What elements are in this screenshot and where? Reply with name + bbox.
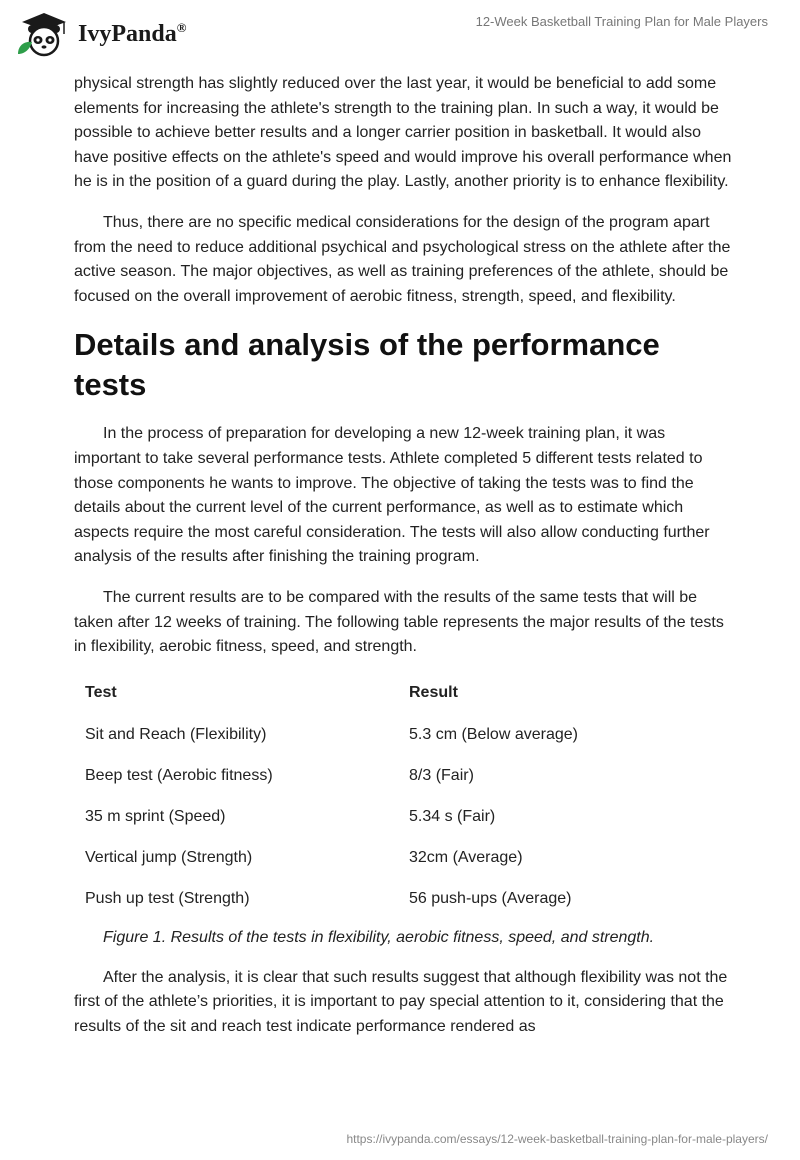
brand-name: IvyPanda® xyxy=(78,20,187,47)
table-row xyxy=(74,838,734,879)
result-cell: 5.3 cm (Below average) xyxy=(409,726,578,744)
header-test: Test xyxy=(85,683,117,701)
figure-caption: Figure 1. Results of the tests in flexibility, aerobic fitness, speed, and strength. xyxy=(103,928,655,946)
test-cell: 35 m sprint (Speed) xyxy=(85,808,226,826)
paragraph-1: physical strength has slightly reduced over the last year, it would be beneficial to add some elements for increasing the athlete's strength to the training plan. In such a way, it would be possible to achieve better results and a longer carrier position in basketball. It would also have positive effects on the athlete's speed and would improve his overall performance when he is in the position of a guard during the play. Lastly, another priority is to enhance flexibility. xyxy=(74,75,732,191)
article-body xyxy=(74,72,734,1055)
test-cell: Push up test (Strength) xyxy=(85,890,250,908)
result-cell: 56 push-ups (Average) xyxy=(409,890,572,908)
panda-graduate-icon xyxy=(14,8,74,58)
document-title: 12-Week Basketball Training Plan for Male Players xyxy=(475,14,768,29)
table-row xyxy=(74,756,734,797)
section-heading: Details and analysis of the performance tests xyxy=(74,327,660,403)
test-cell: Vertical jump (Strength) xyxy=(85,849,253,867)
result-cell: 5.34 s (Fair) xyxy=(409,808,496,826)
test-cell: Sit and Reach (Flexibility) xyxy=(85,726,267,744)
paragraph-2: Thus, there are no specific medical considerations for the design of the program apart from the need to reduce additional psychical and psychological stress on the athlete after the active season. The major objectives, as well as training preferences of the athlete, should be focused on the overall improvement of aerobic fitness, strength, speed, and flexibility. xyxy=(74,213,731,305)
result-cell: 32cm (Average) xyxy=(409,849,523,867)
paragraph-5: After the analysis, it is clear that such results suggest that although flexibility was not the first of the athlete’s priorities, it is important to pay special attention to it, considering that the results of the sit and reach test indicate performance rendered as xyxy=(74,968,728,1035)
test-cell: Beep test (Aerobic fitness) xyxy=(85,767,273,785)
page-header xyxy=(0,0,800,70)
table-row xyxy=(74,797,734,838)
source-url[interactable]: https://ivypanda.com/essays/12-week-basketball-training-plan-for-male-players/ xyxy=(346,1132,768,1146)
result-cell: 8/3 (Fair) xyxy=(409,767,474,785)
table-row xyxy=(74,879,734,920)
paragraph-4: The current results are to be compared with the results of the same tests that will be taken after 12 weeks of training. The following table represents the major results of the tests in flexibility, aerobic fitness, speed, and strength. xyxy=(74,588,724,656)
header-result: Result xyxy=(409,683,458,701)
paragraph-3: In the process of preparation for developing a new 12-week training plan, it was important to take several performance tests. Athlete completed 5 different tests related to those components he wants to improve. The objective of taking the tests was to find the details about the current level of the current performance, as well as to estimate which aspects require the most careful consideration. The tests will also allow conducting further analysis of the results after finishing the training program. xyxy=(74,425,710,566)
table-row xyxy=(74,715,734,756)
results-table xyxy=(74,676,734,920)
table-header-row xyxy=(74,676,734,715)
ivypanda-logo[interactable] xyxy=(14,8,214,58)
